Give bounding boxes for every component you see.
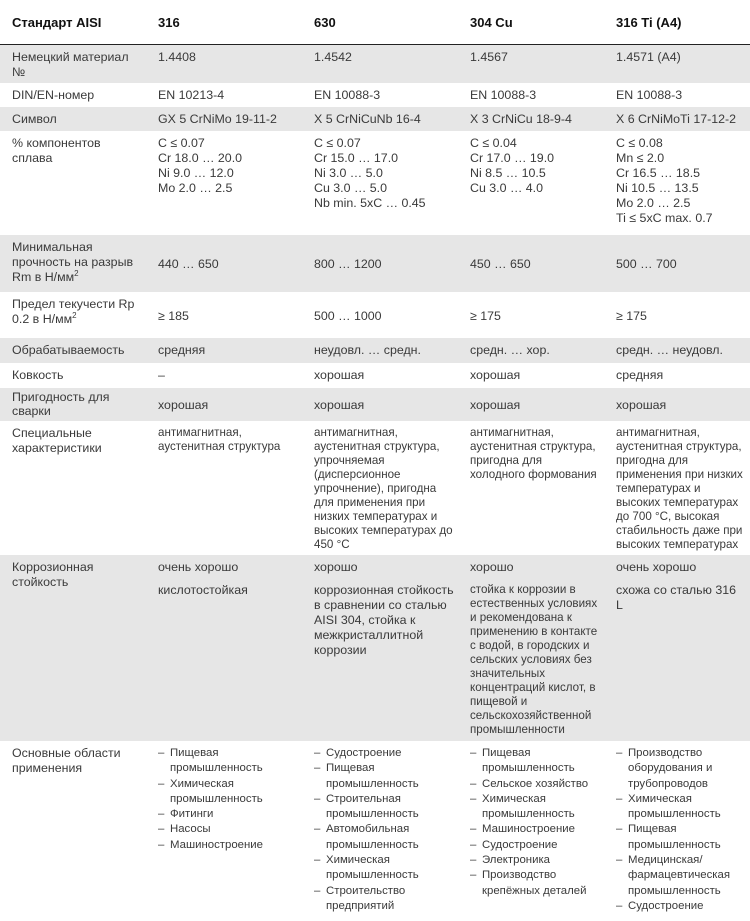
row-din-en bbox=[0, 83, 750, 107]
row-material-number bbox=[0, 45, 750, 84]
corrosion-note: коррозионная стойкость в сравнении со сталью AISI 304, стойка к межкристаллитной коррозии bbox=[314, 583, 454, 657]
cell-value: 500 … 1000 bbox=[314, 308, 382, 323]
component-line: Ni 10.5 … 13.5 bbox=[616, 181, 699, 195]
row-machinability bbox=[0, 338, 750, 363]
corrosion-rating: хорошо bbox=[314, 560, 358, 574]
row-label-superscript: 2 bbox=[74, 268, 79, 278]
row-label-text: Минимальная прочность на разрыв Rm в Н/мм bbox=[12, 240, 134, 284]
component-line: Cr 16.5 … 18.5 bbox=[616, 166, 701, 180]
list-item: – Фитинги bbox=[158, 807, 298, 822]
row-label-text: Предел текучести Rp 0.2 в Н/мм bbox=[12, 297, 135, 326]
cell-value bbox=[604, 555, 750, 741]
cell-value: 450 … 650 bbox=[458, 235, 604, 292]
component-line: C ≤ 0.08 bbox=[616, 136, 663, 150]
list-item: – Пищевая промышленность bbox=[158, 746, 298, 777]
list-item: – Химическая промышленность bbox=[616, 792, 746, 823]
component-line: Ni 3.0 … 5.0 bbox=[314, 166, 383, 180]
cell-value: средн. … неудовл. bbox=[604, 338, 750, 363]
cell-value: антимагнитная, аустенитная структура, упрочняемая (дисперсионное упрочнение), пригодна для применения при низких температурах и высоких температурах до 450 °C bbox=[314, 426, 453, 551]
component-line: C ≤ 0.07 bbox=[158, 136, 205, 150]
list-item: – Производство крепёжных деталей bbox=[470, 868, 600, 899]
application-list bbox=[158, 746, 298, 853]
cell-value: EN 10088-3 bbox=[314, 88, 381, 102]
row-label-superscript: 2 bbox=[72, 310, 77, 320]
cell-value: средн. … хор. bbox=[458, 338, 604, 363]
row-alloy-components bbox=[0, 131, 750, 235]
component-line: Mo 2.0 … 2.5 bbox=[158, 181, 233, 195]
component-line: Cr 15.0 … 17.0 bbox=[314, 151, 399, 165]
cell-value: 440 … 650 bbox=[146, 235, 302, 292]
list-item: – Судостроение bbox=[470, 838, 600, 853]
cell-value bbox=[146, 555, 302, 741]
cell-value: хорошая bbox=[604, 388, 750, 421]
list-item: – Насосы bbox=[158, 822, 298, 837]
application-list bbox=[314, 746, 454, 914]
row-applications bbox=[0, 741, 750, 921]
row-tensile-strength bbox=[0, 235, 750, 292]
cell-value: 500 … 700 bbox=[604, 235, 750, 292]
list-item: – Химическая промышленность bbox=[470, 792, 600, 823]
component-line: Cr 18.0 … 20.0 bbox=[158, 151, 243, 165]
cell-value: 800 … 1200 bbox=[302, 235, 458, 292]
cell-value bbox=[604, 131, 750, 235]
component-line: Ti ≤ 5xC max. 0.7 bbox=[616, 211, 713, 225]
corrosion-rating: очень хорошо bbox=[616, 560, 697, 574]
cell-value: – bbox=[158, 368, 165, 382]
cell-value: 1.4542 bbox=[302, 45, 458, 84]
corrosion-rating: хорошо bbox=[470, 560, 514, 574]
list-item: – Электроника bbox=[470, 853, 600, 868]
cell-value: антимагнитная, аустенитная структура, пригодна для применения при низких температурах и высоких температурах до 700 °C, высокая стабильность даже при высоких температурах bbox=[616, 426, 743, 551]
header-316: 316 bbox=[146, 0, 302, 45]
corrosion-note: стойка к коррозии в естественных условиях и рекомендована к применению в контакте с водой, в городских и сельских условиях без значительных концентраций кислот, в пищевой и сельскохозяйственной промышленности bbox=[470, 583, 598, 736]
component-line: Nb min. 5xC … 0.45 bbox=[314, 196, 426, 210]
list-item: – Медицинская/ фармацевтическая промышленность bbox=[616, 853, 746, 899]
cell-value: EN 10213-4 bbox=[158, 88, 225, 102]
application-list bbox=[616, 746, 746, 914]
list-item: – Химическая промышленность bbox=[314, 853, 454, 884]
list-item: – Пищевая промышленность bbox=[314, 761, 454, 792]
application-list bbox=[470, 746, 600, 899]
list-item: – Строительная промышленность bbox=[314, 792, 454, 823]
cell-value: неудовл. … средн. bbox=[302, 338, 458, 363]
cell-value: GX 5 CrNiMo 19-11-2 bbox=[146, 107, 302, 131]
header-304cu: 304 Cu bbox=[458, 0, 604, 45]
corrosion-rating: очень хорошо bbox=[158, 560, 239, 574]
cell-value: хорошая bbox=[458, 388, 604, 421]
cell-value: X 6 CrNiMoTi 17-12-2 bbox=[604, 107, 750, 131]
component-line: Ni 8.5 … 10.5 bbox=[470, 166, 546, 180]
cell-value bbox=[604, 741, 750, 921]
list-item: – Автомобильная промышленность bbox=[314, 822, 454, 853]
cell-value: хорошая bbox=[302, 388, 458, 421]
row-label: DIN/EN-номер bbox=[12, 88, 95, 102]
row-label bbox=[0, 292, 146, 338]
cell-value: хорошая bbox=[146, 388, 302, 421]
component-line: Mo 2.0 … 2.5 bbox=[616, 196, 691, 210]
cell-value: ≥ 175 bbox=[616, 308, 647, 323]
corrosion-note: схожа со сталью 316 L bbox=[616, 583, 737, 612]
cell-value bbox=[302, 555, 458, 741]
row-special-characteristics bbox=[0, 421, 750, 555]
component-line: Cr 17.0 … 19.0 bbox=[470, 151, 555, 165]
row-label bbox=[0, 235, 146, 292]
row-label: Основные области применения bbox=[12, 746, 121, 775]
cell-value: хорошая bbox=[314, 368, 365, 382]
header-630: 630 bbox=[302, 0, 458, 45]
list-item: – Судостроение bbox=[616, 899, 746, 914]
list-item: – Сельское хозяйство bbox=[470, 777, 600, 792]
row-weldability bbox=[0, 388, 750, 421]
row-label: Обрабатываемость bbox=[0, 338, 146, 363]
component-line: Cu 3.0 … 4.0 bbox=[470, 181, 544, 195]
cell-value: 1.4408 bbox=[146, 45, 302, 84]
cell-value: 1.4567 bbox=[458, 45, 604, 84]
component-line: Mn ≤ 2.0 bbox=[616, 151, 665, 165]
row-corrosion-resistance bbox=[0, 555, 750, 741]
row-label: Немецкий материал № bbox=[0, 45, 146, 84]
row-label: % компонентов сплава bbox=[12, 136, 101, 165]
cell-value: средняя bbox=[616, 368, 664, 382]
list-item: – Машиностроение bbox=[158, 838, 298, 853]
row-forgeability bbox=[0, 363, 750, 388]
list-item: – Химическая промышленность bbox=[158, 777, 298, 808]
component-line: Cu 3.0 … 5.0 bbox=[314, 181, 388, 195]
component-line: C ≤ 0.04 bbox=[470, 136, 517, 150]
cell-value bbox=[302, 131, 458, 235]
cell-value: ≥ 175 bbox=[470, 308, 501, 323]
row-label: Коррозионная стойкость bbox=[0, 555, 146, 741]
row-label: Символ bbox=[0, 107, 146, 131]
cell-value: антимагнитная, аустенитная структура bbox=[158, 426, 281, 453]
cell-value: EN 10088-3 bbox=[470, 88, 537, 102]
component-line: Ni 9.0 … 12.0 bbox=[158, 166, 234, 180]
cell-value: антимагнитная, аустенитная структура, пригодна для холодного формования bbox=[470, 426, 597, 481]
cell-value bbox=[146, 741, 302, 921]
cell-value: хорошая bbox=[470, 368, 521, 382]
row-yield-strength bbox=[0, 292, 750, 338]
row-label: Специальные характеристики bbox=[12, 426, 102, 455]
list-item: – Судостроение bbox=[314, 746, 454, 761]
list-item: – Пищевая промышленность bbox=[470, 746, 600, 777]
corrosion-note: кислотостойкая bbox=[158, 583, 248, 597]
row-label: Ковкость bbox=[12, 368, 64, 382]
cell-value bbox=[458, 555, 604, 741]
list-item: – Производство оборудования и трубопроводов bbox=[616, 746, 746, 792]
row-label: Пригодность для сварки bbox=[0, 388, 146, 421]
cell-value: 1.4571 (A4) bbox=[604, 45, 750, 84]
cell-value bbox=[146, 131, 302, 235]
header-row bbox=[0, 0, 750, 45]
cell-value: X 3 CrNiCu 18-9-4 bbox=[458, 107, 604, 131]
cell-value: X 5 CrNiCuNb 16-4 bbox=[302, 107, 458, 131]
cell-value bbox=[458, 131, 604, 235]
header-standard: Стандарт AISI bbox=[0, 0, 146, 45]
cell-value bbox=[302, 741, 458, 921]
component-line: C ≤ 0.07 bbox=[314, 136, 361, 150]
row-symbol bbox=[0, 107, 750, 131]
cell-value: ≥ 185 bbox=[158, 308, 189, 323]
cell-value: EN 10088-3 bbox=[616, 88, 683, 102]
header-316ti: 316 Ti (A4) bbox=[604, 0, 750, 45]
list-item: – Пищевая промышленность bbox=[616, 822, 746, 853]
list-item: – Строительство предприятий bbox=[314, 884, 454, 915]
list-item: – Машиностроение bbox=[470, 822, 600, 837]
cell-value: средняя bbox=[146, 338, 302, 363]
cell-value bbox=[458, 741, 604, 921]
